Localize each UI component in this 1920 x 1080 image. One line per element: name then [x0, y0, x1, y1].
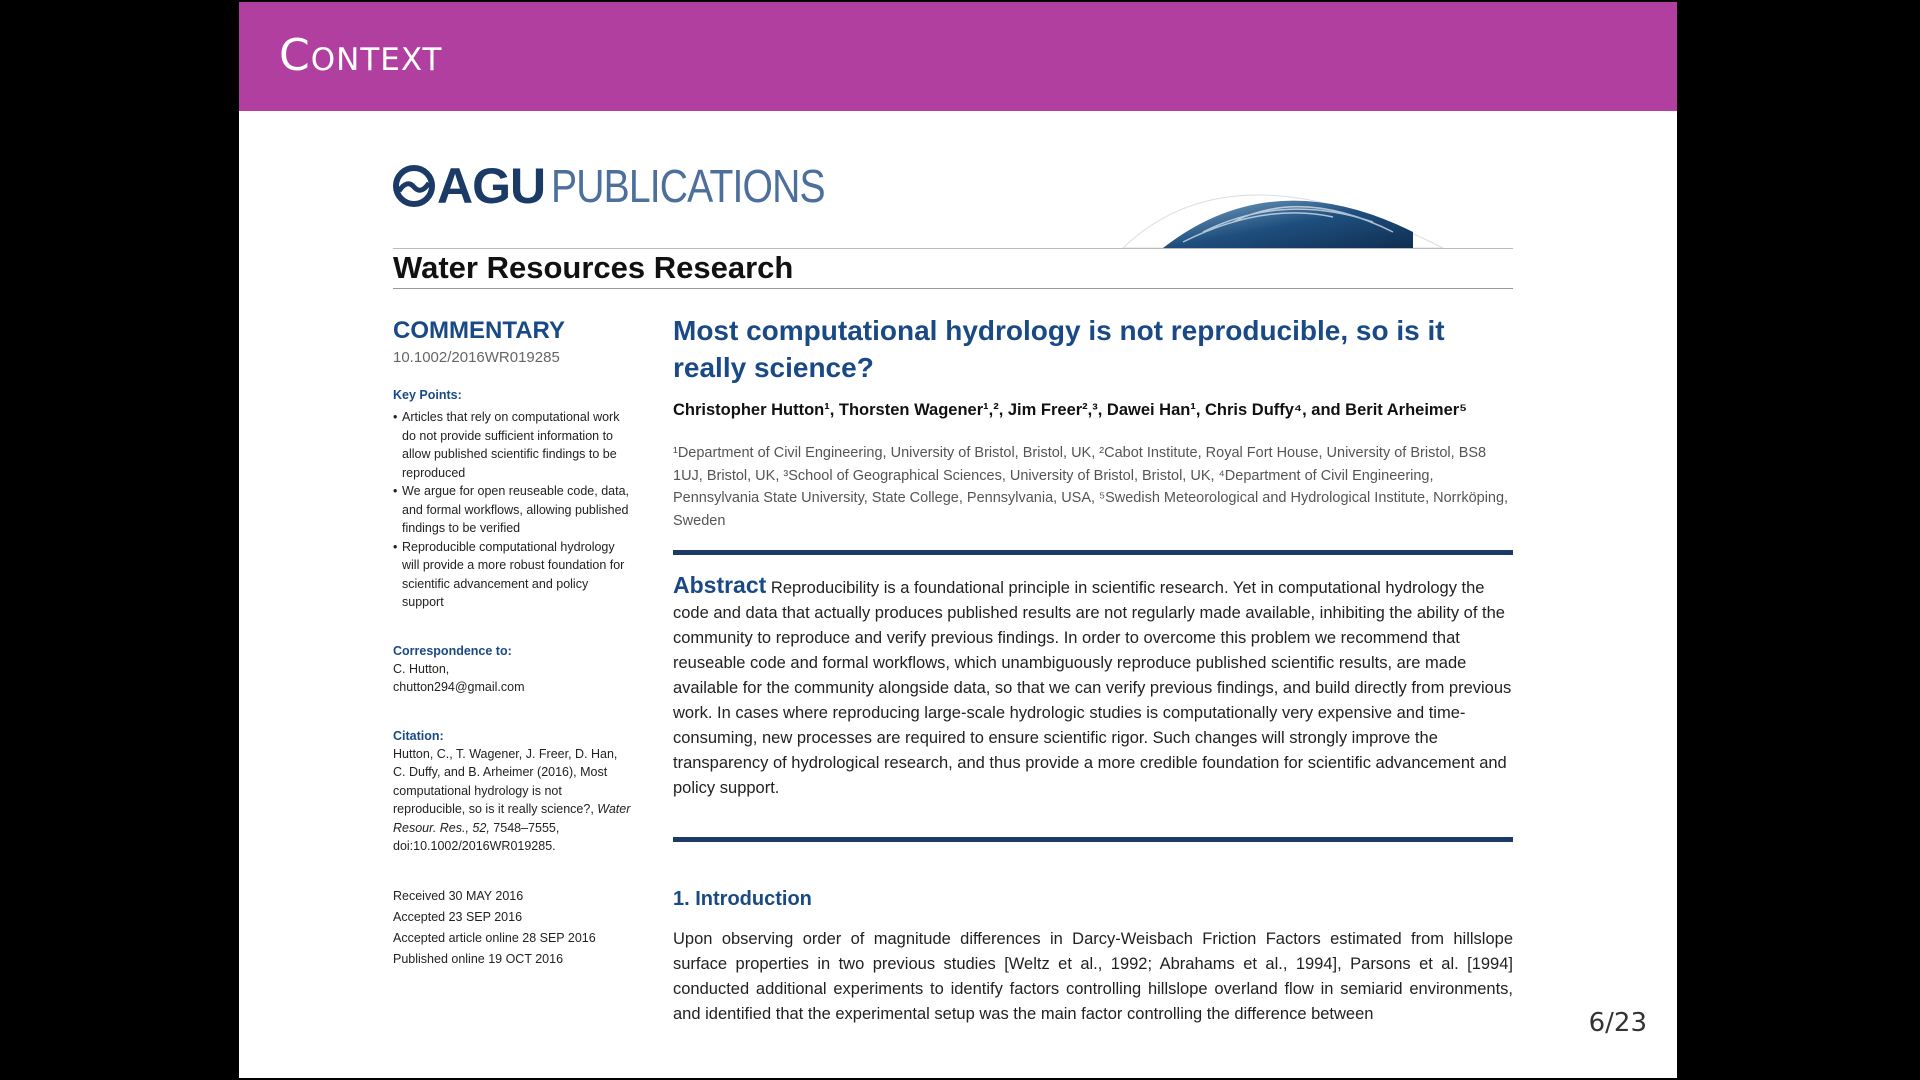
date-published: Published online 19 OCT 2016: [393, 951, 564, 966]
key-points-list: [393, 408, 633, 612]
citation-pages: 7548–7555,: [493, 820, 560, 835]
paper-title: Most computational hydrology is not reproducible, so is it really science?: [673, 315, 1445, 383]
abstract-text: Reproducibility is a foundational principle in scientific research. Yet in computational hydrology the code and data that actually produces published results are not regularly made available, inhibiting the ability of the community to reproduce and verify previous findings. In order to overcome this problem we recommend that reuseable code and formal workflows, which unambiguously reproduce published scientific results, are made available for the community alongside data, so that we can verify previous findings, and build directly from previous work. In cases where reproducing large-scale hydrologic studies is computationally very expensive and time-consuming, new processes are required to ensure scientific rigor. Such changes will strongly improve the transparency of hydrological research, and thus provide a more credible foundation for scientific advancement and policy support.: [673, 579, 1512, 797]
article-doi: 10.1002/2016WR019285: [393, 349, 560, 366]
page-number: 6/23: [1588, 1008, 1647, 1038]
date-received: Received 30 MAY 2016: [393, 888, 524, 903]
journal-divider-top: [393, 248, 1513, 249]
abstract-heading: Abstract: [673, 572, 767, 598]
publication-dates: [393, 886, 633, 970]
date-accepted-online: Accepted article online 28 SEP 2016: [393, 930, 596, 945]
publications-logo-text: PUBLICATIONS: [551, 160, 825, 212]
intro-heading: 1. Introduction: [673, 888, 812, 910]
date-accepted: Accepted 23 SEP 2016: [393, 909, 523, 924]
citation-block: [393, 745, 633, 856]
slide-header: [239, 2, 1677, 111]
abstract: [673, 573, 1513, 801]
citation-text: Hutton, C., T. Wagener, J. Freer, D. Han, C. Duffy, and B. Arheimer (2016), Most computational hydrology is not reproducible, so is it really science?,: [393, 746, 618, 816]
key-point: • Articles that rely on computational work do not provide sufficient information to allow published scientific findings to be reproduced: [393, 408, 633, 482]
slide: [239, 2, 1677, 1078]
key-point: • Reproducible computational hydrology will provide a more robust foundation for scientific advancement and policy support: [393, 538, 633, 612]
slide-title: Context: [279, 30, 443, 81]
key-points-label: Key Points:: [393, 388, 462, 402]
citation-label: Citation:: [393, 728, 444, 743]
paper-sidebar: [393, 317, 633, 970]
intro-text: Upon observing order of magnitude differences in Darcy-Weisbach Friction Factors estimated from hillslope surface properties in two previous studies [Weltz et al., 1992; Abrahams et al., 1994], Parsons et al. [1994] conducted additional experiments to identify factors controlling hillslope overland flow in semiarid environments, and identified that the experimental setup was the main factor controlling the difference between: [673, 930, 1513, 1023]
correspondence-email: chutton294@gmail.com: [393, 680, 525, 694]
journal-name: Water Resources Research: [393, 250, 794, 285]
abstract-top-rule: [673, 550, 1513, 555]
paper-authors: Christopher Hutton¹, Thorsten Wagener¹,², Jim Freer²,³, Dawei Han¹, Chris Duffy⁴, and Berit Arheimer⁵: [673, 401, 1467, 419]
citation-doi: doi:10.1002/2016WR019285.: [393, 839, 556, 853]
ocean-globe-image: [1083, 162, 1513, 248]
paper-main: [673, 312, 1513, 1027]
journal-divider-bottom: [393, 288, 1513, 289]
paper-page: [393, 122, 1513, 1042]
paper-affiliations: ¹Department of Civil Engineering, University of Bristol, Bristol, UK, ²Cabot Institute, Royal Fort House, University of Bristol, BS8 1UJ, Bristol, UK, ³School of Geographical Sciences, University of Bristol, Bristol, UK, ⁴Department of Civil Engineering, Pennsylvania State University, State College, Pennsylvania, USA, ⁵Swedish Meteorological and Hydrological Institute, Norrköping, Sweden: [673, 445, 1509, 529]
citation-journal: Water Resour. Res., 52,: [393, 802, 631, 835]
abstract-bottom-rule: [673, 837, 1513, 842]
agu-logo-text: AGU: [437, 158, 546, 214]
correspondence-name: C. Hutton,: [393, 661, 450, 676]
agu-logo: [393, 160, 873, 212]
agu-logo-icon: [393, 165, 435, 207]
correspondence-label: Correspondence to:: [393, 643, 512, 658]
article-type: COMMENTARY: [393, 317, 565, 344]
key-point: • We argue for open reuseable code, data, and formal workflows, allowing published findings to be verified: [393, 482, 633, 538]
